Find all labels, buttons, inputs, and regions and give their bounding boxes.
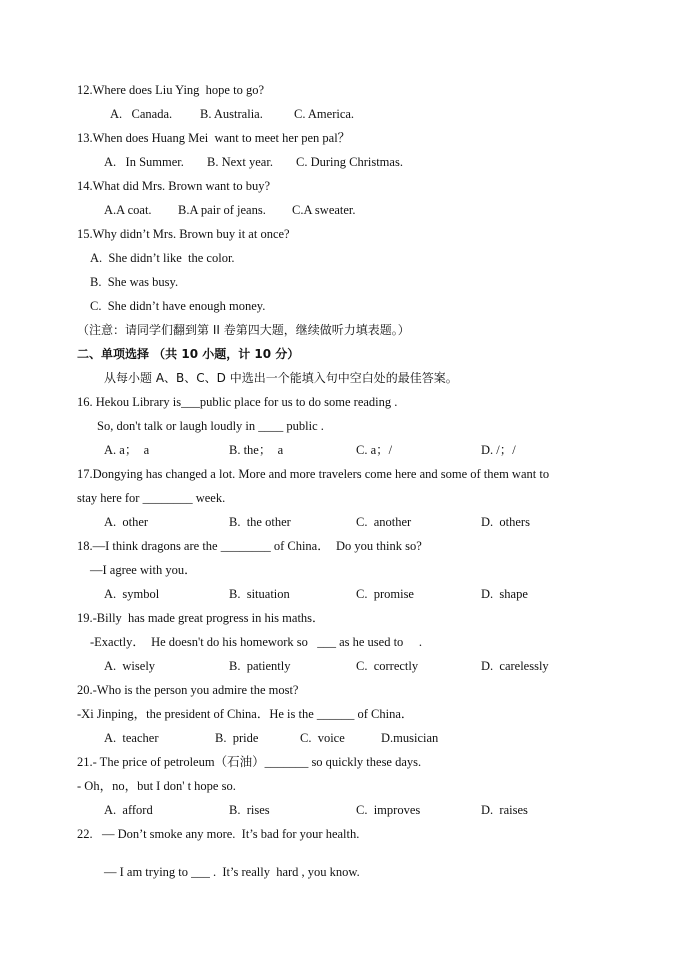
- question-13: 13.When does Huang Mei want to meet her pen pal？: [77, 131, 351, 145]
- q16-option-b: B. the； a: [229, 443, 284, 457]
- question-19-line1: 19.-Billy has made great progress in his maths．: [77, 611, 325, 625]
- q17-option-c: C. another: [356, 515, 412, 529]
- q18-option-c: C. promise: [356, 587, 414, 601]
- q16-option-a: A. a； a: [104, 443, 150, 457]
- q19-option-d: D. carelessly: [481, 659, 549, 673]
- q17-option-d: D. others: [481, 515, 530, 529]
- q21-option-d: D. raises: [481, 803, 528, 817]
- q16-option-d: D. /；/: [481, 443, 516, 457]
- q14-option-a: A.A coat.: [104, 203, 152, 217]
- question-19-line2: -Exactly． He doesn't do his homework so ___ as he used to .: [90, 635, 423, 649]
- question-17-line2: stay here for ________ week.: [77, 491, 226, 505]
- q15-option-b: B. She was busy.: [90, 275, 179, 289]
- question-21-line2: - Oh，no，but I don' t hope so.: [77, 779, 236, 793]
- section-instruction: 从每小题 A、B、C、D 中选出一个能填入句中空白处的最佳答案。: [104, 371, 458, 385]
- q12-option-b: B. Australia.: [200, 107, 263, 121]
- q20-option-a: A. teacher: [104, 731, 159, 745]
- q21-option-c: C. improves: [356, 803, 421, 817]
- q15-option-c: C. She didn’t have enough money.: [90, 299, 266, 313]
- question-14: 14.What did Mrs. Brown want to buy?: [77, 179, 271, 193]
- q12-option-a: A. Canada.: [110, 107, 173, 121]
- listening-note: （注意：请同学们翻到第 II 卷第四大题，继续做听力填表题。）: [77, 323, 410, 337]
- question-16-line2: So, don't talk or laugh loudly in ____ public .: [97, 419, 324, 433]
- q18-option-a: A. symbol: [104, 587, 160, 601]
- q20-option-d: D.musician: [381, 731, 439, 745]
- question-20-line1: 20.-Who is the person you admire the most?: [77, 683, 299, 697]
- q17-option-b: B. the other: [229, 515, 291, 529]
- q21-option-b: B. rises: [229, 803, 270, 817]
- question-18-line2: —I agree with you．: [90, 563, 197, 577]
- question-12: 12.Where does Liu Ying hope to go?: [77, 83, 264, 97]
- q19-option-a: A. wisely: [104, 659, 156, 673]
- q13-option-b: B. Next year.: [207, 155, 273, 169]
- q17-option-a: A. other: [104, 515, 149, 529]
- question-16-line1: 16. Hekou Library is___public place for us to do some reading .: [77, 395, 398, 409]
- q21-option-a: A. afford: [104, 803, 153, 817]
- q20-option-b: B. pride: [215, 731, 259, 745]
- q19-option-b: B. patiently: [229, 659, 291, 673]
- question-17-line1: 17.Dongying has changed a lot. More and more travelers come here and some of them want to: [77, 467, 550, 481]
- question-18-line1: 18.—I think dragons are the ________ of China． Do you think so?: [77, 539, 422, 553]
- q20-option-c: C. voice: [300, 731, 345, 745]
- question-22-line2: — I am trying to ___ . It’s really hard , you know.: [104, 865, 360, 879]
- q18-option-d: D. shape: [481, 587, 528, 601]
- q14-option-b: B.A pair of jeans.: [178, 203, 266, 217]
- q12-option-c: C. America.: [294, 107, 355, 121]
- q13-option-a: A. In Summer.: [104, 155, 184, 169]
- q13-option-c: C. During Christmas.: [296, 155, 403, 169]
- section-title: 二、单项选择 （共 10 小题，计 10 分）: [77, 347, 300, 361]
- question-22-line1: 22. — Don’t smoke any more. It’s bad for your health.: [77, 827, 360, 841]
- question-21-line1: 21.- The price of petroleum（石油）_______ so quickly these days.: [77, 755, 422, 769]
- q19-option-c: C. correctly: [356, 659, 419, 673]
- question-15: 15.Why didn’t Mrs. Brown buy it at once?: [77, 227, 290, 241]
- q14-option-c: C.A sweater.: [292, 203, 356, 217]
- q18-option-b: B. situation: [229, 587, 290, 601]
- q15-option-a: A. She didn’t like the color.: [90, 251, 235, 265]
- question-20-line2: -Xi Jinping，the president of China．He is the ______ of China．: [77, 707, 414, 721]
- q16-option-c: C. a；/: [356, 443, 393, 457]
